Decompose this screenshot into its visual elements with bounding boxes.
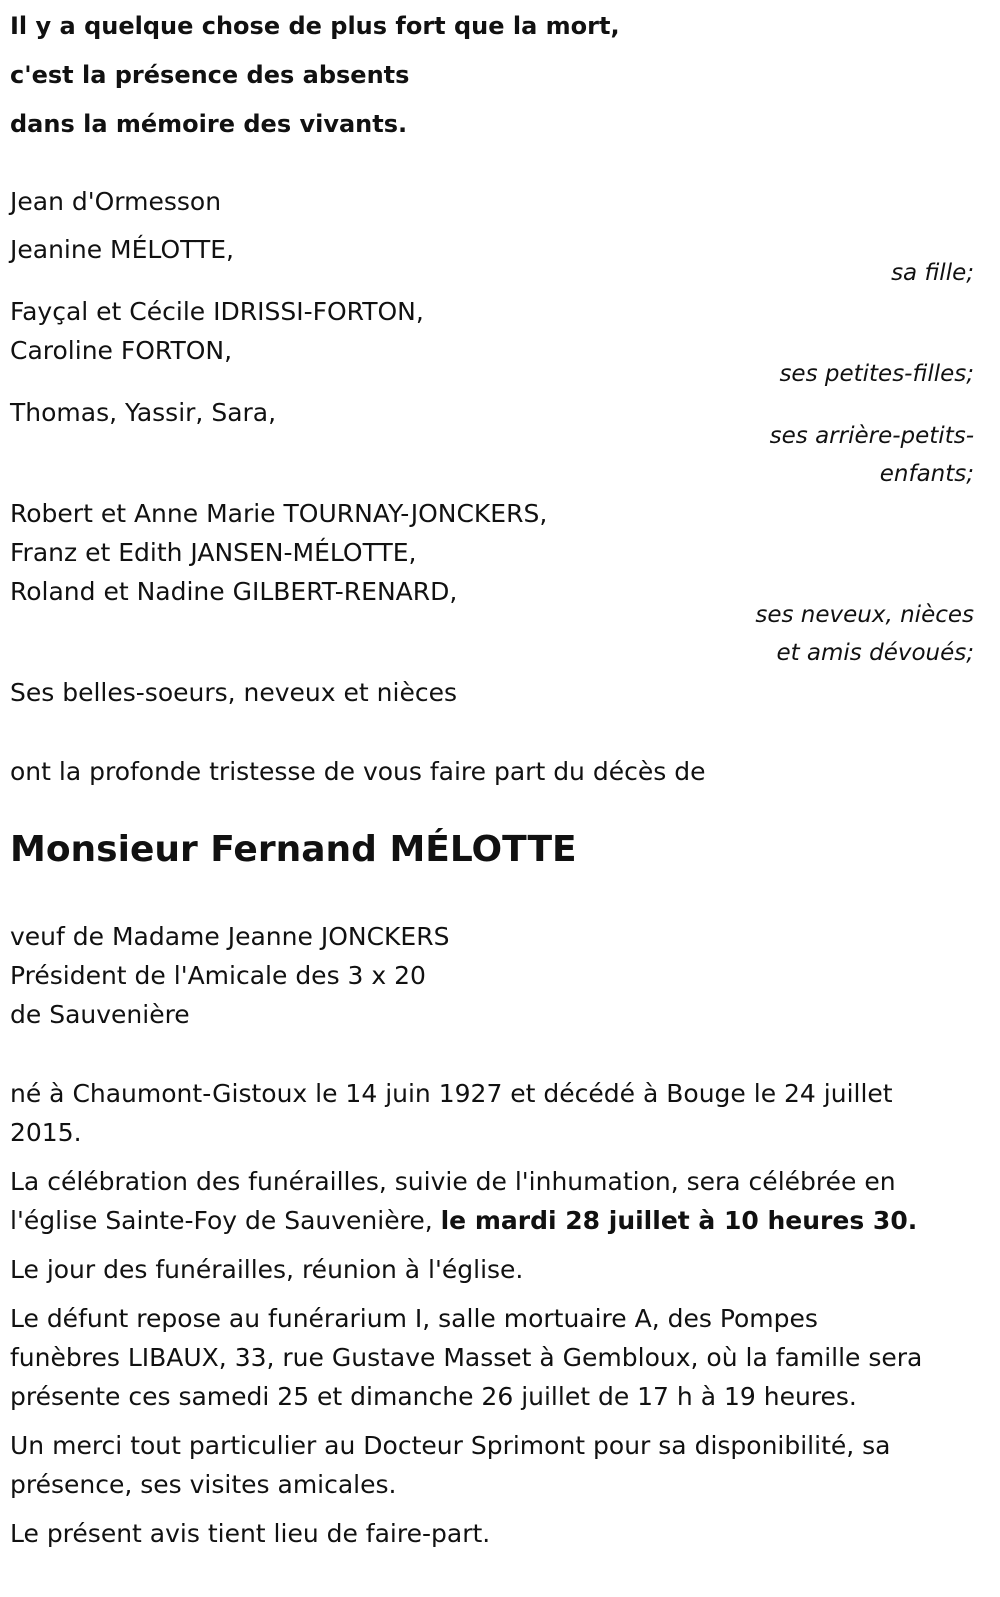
granddaughter-1: Fayçal et Cécile IDRISSI-FORTON,: [10, 297, 424, 326]
sisters-in-law: Ses belles-soeurs, neveux et nièces: [10, 678, 457, 707]
quote-line-1: Il y a quelque chose de plus fort que la mort,: [10, 12, 620, 40]
deceased-name: Monsieur Fernand MÉLOTTE: [10, 829, 577, 870]
birth-death-line-1: né à Chaumont-Gistoux le 14 juin 1927 et décédé à Bouge le 24 juillet: [10, 1079, 893, 1108]
rest-paragraph: [10, 1299, 974, 1416]
closing-note: Le présent avis tient lieu de faire-part.: [10, 1519, 491, 1548]
granddaughters-role: ses petites-filles;: [779, 361, 974, 387]
thanks-line-2: présence, ses visites amicales.: [10, 1470, 397, 1499]
rest-line-1: Le défunt repose au funérarium I, salle mortuaire A, des Pompes: [10, 1304, 818, 1333]
great-grandchildren-role-2: enfants;: [879, 461, 974, 487]
quote-line-3: dans la mémoire des vivants.: [10, 110, 408, 138]
rest-line-3: présente ces samedi 25 et dimanche 26 juillet de 17 h à 19 heures.: [10, 1382, 857, 1411]
ceremony-date-time: le mardi 28 juillet à 10 heures 30.: [440, 1206, 918, 1235]
rest-line-2: funèbres LIBAUX, 33, rue Gustave Masset à Gembloux, où la famille sera: [10, 1343, 923, 1372]
thanks-line-1: Un merci tout particulier au Docteur Sprimont pour sa disponibilité, sa: [10, 1431, 891, 1460]
quote-author: Jean d'Ormesson: [10, 187, 222, 216]
birth-death-paragraph: [10, 1074, 974, 1152]
quote-block: [10, 2, 974, 149]
birth-death-line-2: 2015.: [10, 1118, 82, 1147]
granddaughter-2: Caroline FORTON,: [10, 336, 233, 365]
announcement: ont la profonde tristesse de vous faire part du décès de: [10, 757, 706, 786]
nephew-2: Franz et Edith JANSEN-MÉLOTTE,: [10, 538, 417, 567]
quote-line-2: c'est la présence des absents: [10, 61, 410, 89]
deceased-detail-2: Président de l'Amicale des 3 x 20: [10, 961, 426, 990]
daughter-role: sa fille;: [891, 260, 974, 286]
meeting-note: Le jour des funérailles, réunion à l'église.: [10, 1255, 524, 1284]
nephews-role-1: ses neveux, nièces: [755, 602, 974, 628]
ceremony-paragraph: [10, 1162, 974, 1240]
nephew-3: Roland et Nadine GILBERT-RENARD,: [10, 577, 458, 606]
nephew-1: Robert et Anne Marie TOURNAY-JONCKERS,: [10, 499, 548, 528]
ceremony-line-1: La célébration des funérailles, suivie de l'inhumation, sera célébrée en: [10, 1167, 896, 1196]
nephews-role-2: et amis dévoués;: [776, 640, 974, 666]
great-grandchildren-role-1: ses arrière-petits-: [769, 423, 974, 449]
daughter-name: Jeanine MÉLOTTE,: [10, 235, 234, 264]
deceased-detail-1: veuf de Madame Jeanne JONCKERS: [10, 922, 450, 951]
great-grandchildren: Thomas, Yassir, Sara,: [10, 398, 277, 427]
ceremony-location: l'église Sainte-Foy de Sauvenière,: [10, 1206, 441, 1235]
ceremony-line-2: [10, 1201, 974, 1240]
thanks-paragraph: [10, 1426, 974, 1504]
deceased-detail-3: de Sauvenière: [10, 1000, 190, 1029]
